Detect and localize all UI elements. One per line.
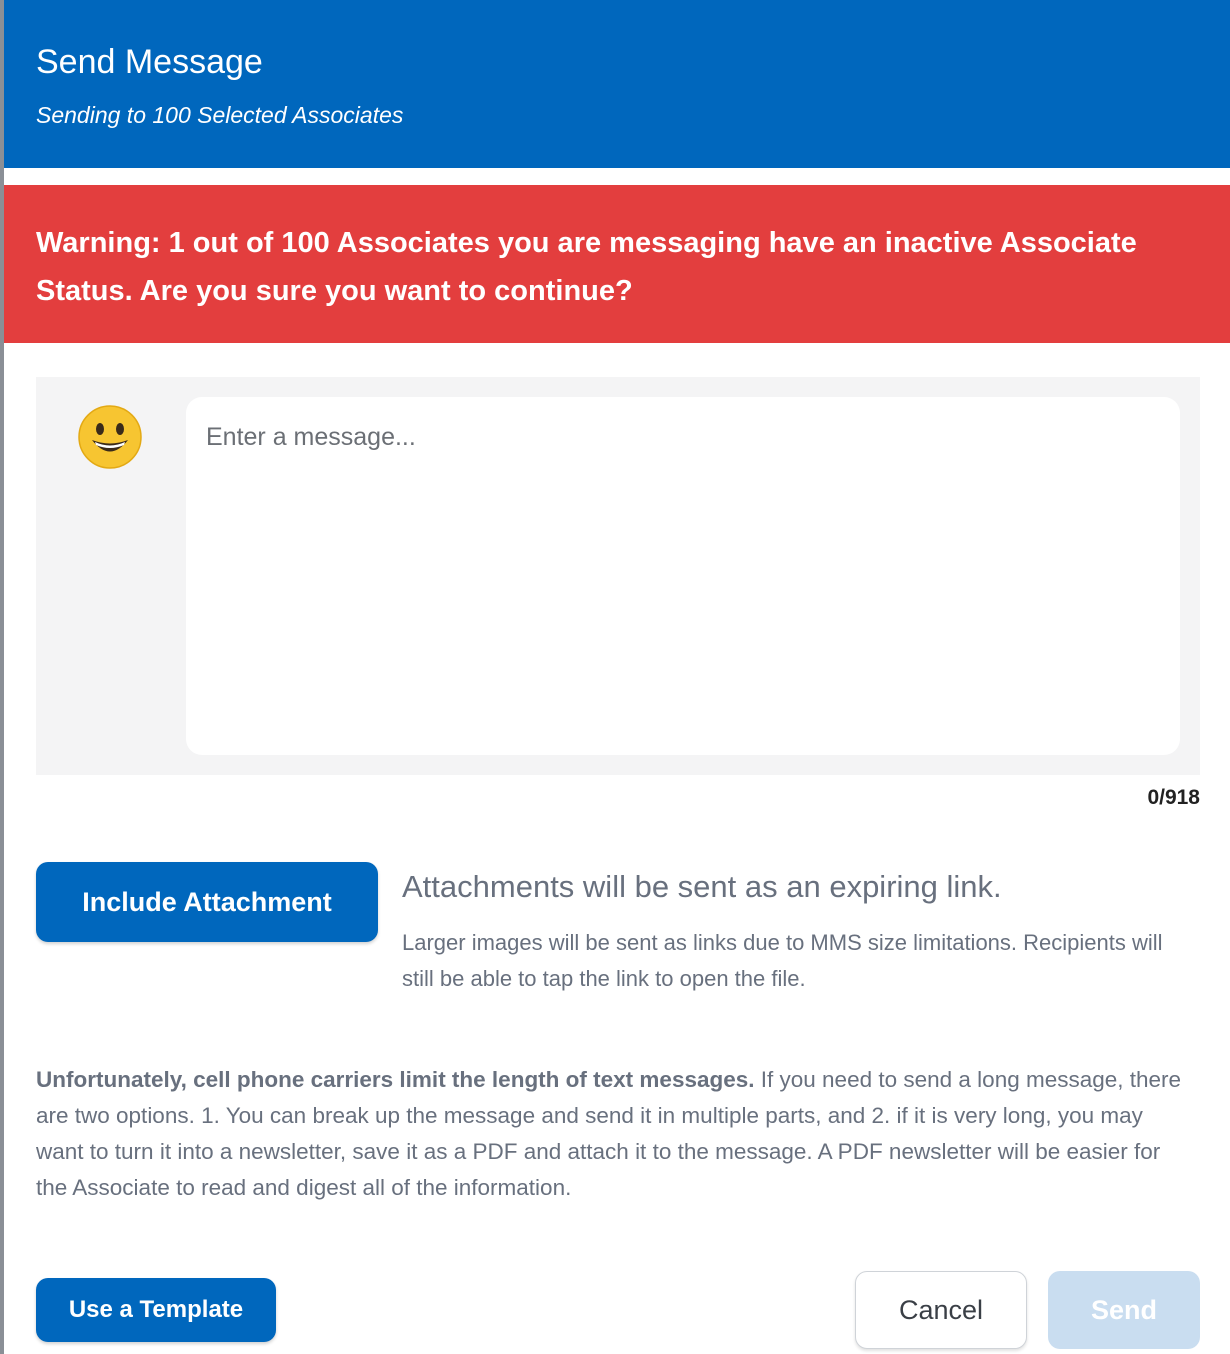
length-info-rest: If you need to send a long message, there are two options. 1. You can break up the message and send it in multiple parts, and 2. if it is very long, you may want to turn it into a newsletter, save it as a PDF and attach it to the message. A PDF newsletter will be easier for the Associate to read and digest all of the information. [36, 1067, 1182, 1200]
smiley-emoji-svg [78, 405, 142, 469]
modal-header [4, 0, 1230, 168]
message-input[interactable] [186, 397, 1180, 755]
attachment-note: Larger images will be sent as links due to MMS size limitations. Recipients will still be able to tap the link to open the file. [402, 930, 1163, 991]
inactive-warning-banner [4, 185, 1230, 343]
warning-text: Warning: 1 out of 100 Associates you are messaging have an inactive Associate Status. Are you sure you want to continue? [36, 227, 1137, 307]
send-button[interactable]: Send [1048, 1271, 1200, 1349]
smiley-emoji-icon[interactable] [78, 405, 142, 469]
length-info-text [36, 1062, 1196, 1206]
send-message-modal [4, 0, 1230, 1354]
cancel-button[interactable]: Cancel [855, 1271, 1027, 1349]
include-attachment-button[interactable]: Include Attachment [36, 862, 378, 942]
modal-title: Send Message [36, 43, 263, 81]
message-composer [36, 377, 1200, 775]
use-template-button[interactable]: Use a Template [36, 1278, 276, 1342]
attachment-heading: Attachments will be sent as an expiring link. [402, 869, 1002, 904]
length-info-bold: Unfortunately, cell phone carriers limit the length of text messages. [36, 1067, 755, 1092]
modal-subtitle: Sending to 100 Selected Associates [36, 102, 404, 128]
character-count: 0/918 [1147, 786, 1200, 809]
